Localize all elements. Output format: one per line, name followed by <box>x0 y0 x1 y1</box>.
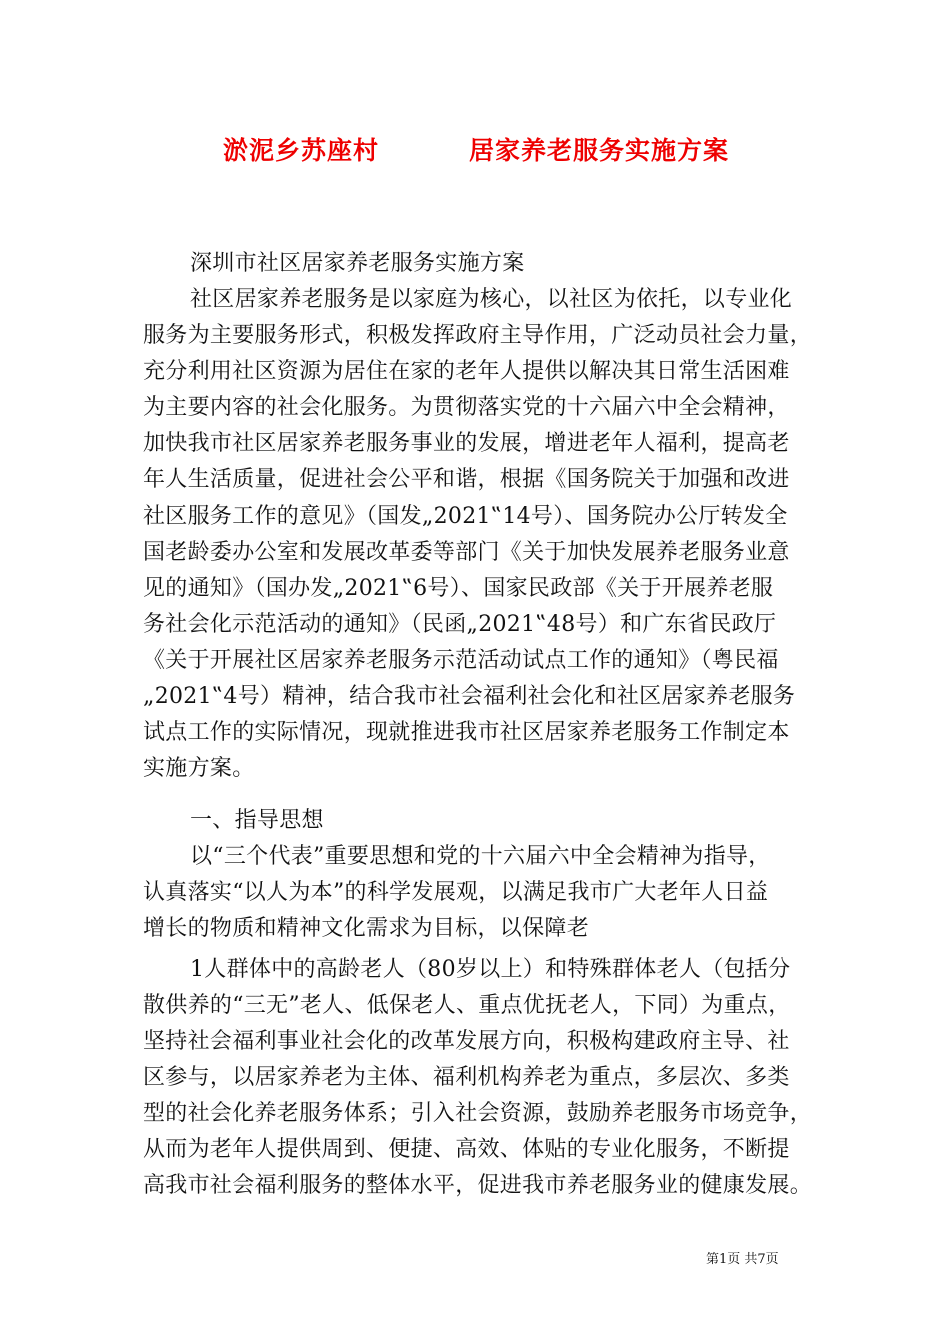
title-village: 淤泥乡苏座村 <box>223 136 380 165</box>
body-line: 服务为主要服务形式，积极发挥政府主导作用，广泛动员社会力量， <box>143 323 813 348</box>
body-line: 《关于开展社区居家养老服务示范活动试点工作的通知》（粤民福 <box>143 648 779 673</box>
body-line: 区参与，以居家养老为主体、福利机构养老为重点，多层次、多类 <box>143 1065 790 1090</box>
document-title <box>0 131 950 171</box>
body-line: 社区居家养老服务是以家庭为核心，以社区为依托，以专业化 <box>190 287 793 312</box>
body-line: 增长的物质和精神文化需求为目标，以保障老 <box>143 916 590 941</box>
body-line: 认真落实“以人为本”的科学发展观，以满足我市广大老年人日益 <box>143 880 769 905</box>
body-line: 国老龄委办公室和发展改革委等部门《关于加快发展养老服务业意 <box>143 540 790 565</box>
body-line: 试点工作的实际情况，现就推进我市社区居家养老服务工作制定本 <box>143 720 790 745</box>
title-plan: 居家养老服务实施方案 <box>469 136 730 165</box>
body-line: 散供养的“三无”老人、低保老人、重点优抚老人，下同）为重点， <box>143 993 791 1018</box>
section-heading: 一、指导思想 <box>190 808 324 833</box>
body-line: 加快我市社区居家养老服务事业的发展，增进老年人福利，提高老 <box>143 431 790 456</box>
body-line: 型的社会化养老服务体系；引入社会资源，鼓励养老服务市场竞争， <box>143 1101 813 1126</box>
body-heading: 深圳市社区居家养老服务实施方案 <box>190 251 525 276</box>
body-line: 社区服务工作的意见》（国发„2021‟14号）、国务院办公厅转发全 <box>143 504 788 529</box>
body-line: 实施方案。 <box>143 756 255 781</box>
body-line: 坚持社会福利事业社会化的改革发展方向，积极构建政府主导、社 <box>143 1029 790 1054</box>
body-line: 见的通知》（国办发„2021‟6号）、国家民政部《关于开展养老服 <box>143 576 774 601</box>
body-line: 高我市社会福利服务的整体水平，促进我市养老服务业的健康发展。 <box>143 1173 813 1198</box>
body-line: 从而为老年人提供周到、便捷、高效、体贴的专业化服务，不断提 <box>143 1137 790 1162</box>
body-line: 为主要内容的社会化服务。为贯彻落实党的十六届六中全会精神， <box>143 395 790 420</box>
body-line: „2021‟4号）精神，结合我市社会福利社会化和社区居家养老服务 <box>143 684 796 709</box>
body-line: 1人群体中的高龄老人（80岁以上）和特殊群体老人（包括分 <box>190 957 791 982</box>
body-line: 务社会化示范活动的通知》（民函„2021‟48号）和广东省民政厅 <box>143 612 777 637</box>
body-line: 以“三个代表”重要思想和党的十六届六中全会精神为指导， <box>190 844 771 869</box>
page-number: 第1页 共7页 <box>706 1252 779 1267</box>
body-line: 充分利用社区资源为居住在家的老年人提供以解决其日常生活困难 <box>143 359 790 384</box>
body-line: 年人生活质量，促进社会公平和谐，根据《国务院关于加强和改进 <box>143 467 790 492</box>
